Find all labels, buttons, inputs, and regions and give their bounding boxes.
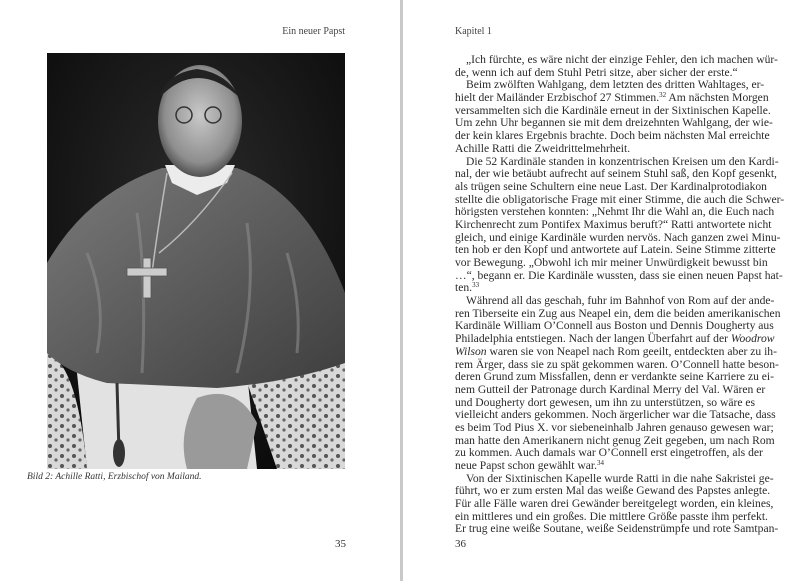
text-segment: Für alle Fälle waren drei Gewänder bereitgelegt worden, ein kleines,	[455, 497, 774, 511]
text-segment: ein mittleres und ein großes. Die mittlere Größe passte ihm perfekt.	[455, 509, 768, 523]
text-line	[455, 522, 779, 536]
text-segment: Um zehn Uhr begannen sie mit dem dreizehnten Wahlgang, der wie-	[455, 116, 773, 130]
text-segment: rem Ärger, dass sie zu spät gekommen waren. O’Connell hatte beson-	[455, 357, 779, 371]
text-segment: Philadelphia entstiegen. Nach der langen Überfahrt auf der	[455, 332, 731, 346]
text-segment: es beim Tod Pius X. vor siebeneinhalb Jahren genauso gewesen war;	[455, 420, 774, 434]
text-segment: und Dougherty dort gewesen, um ihn zu unterstützen, so wäre es	[455, 395, 756, 409]
text-segment: Während all das geschah, fuhr im Bahnhof von Rom auf der ande-	[466, 294, 775, 308]
running-head-right: Kapitel 1	[455, 26, 492, 37]
text-segment: hörigsten verstehen konnten: „Nehmt Ihr die Wahl an, die Euch nach	[455, 205, 775, 219]
text-segment: als trügen seine Schultern eine neue Last. Der Kardinalprotodiakon	[455, 179, 767, 193]
text-segment: Er trug eine weiße Soutane, weiße Seidenstrümpfe und rote Samtpan-	[455, 522, 779, 536]
text-segment: …“, begann er. Die Kardinäle wussten, dass sie einen neuen Papst hat-	[455, 268, 783, 282]
text-segment: stellte die obligatorische Frage mit einer Stimme, die auch die Schwer-	[455, 192, 785, 206]
text-segment: man hatte den Amerikanern nicht genug Zeit gegeben, um nach Rom	[455, 433, 775, 447]
text-segment: Kardinäle William O’Connell aus Boston und Dennis Dougherty aus	[455, 319, 774, 333]
footnote-ref: 34	[597, 459, 604, 467]
text-segment: waren sie von Neapel nach Rom geeilt, entdeckten aber zu ih-	[486, 344, 777, 358]
text-segment: nem Gutteil der Patronage durch Kardinal Merry del Val. Wären er	[455, 382, 766, 396]
text-segment: Kirchenrecht zum Pontifex Maximus beruft?“ Ratti antwortete nicht	[455, 217, 772, 231]
text-segment: zu kommen. Auch damals war O’Connell erst eingetroffen, als der	[455, 446, 763, 460]
text-segment: ren Tiberseite ein Zug aus Neapel ein, dem die beiden amerikanischen	[455, 306, 781, 320]
text-segment: vielleicht anders gekommen. Noch ärgerlicher war die Tatsache, dass	[455, 408, 776, 422]
page-number-left: 35	[335, 538, 346, 550]
italic-text: Woodrow	[730, 332, 775, 346]
text-segment: vor Bewegung. „Obwohl ich mir meiner Unwürdigkeit bewusst bin	[455, 256, 768, 269]
text-segment: gleich, und einige Kardinäle wurden nervös. Nach ganzen zwei Minu-	[455, 230, 781, 244]
italic-text: Wilson	[455, 344, 487, 358]
text-segment: deren Grund zum Missfallen, denn er verdankte seine Karriere zu ei-	[455, 370, 775, 384]
text-segment: ten hob er den Kopf und antwortete auf Latein. Seine Stimme zitterte	[455, 243, 776, 257]
text-segment: nal, der wie betäubt aufrecht auf seinem Stuhl saß, den Kopf gesenkt,	[455, 167, 777, 181]
text-segment: Am nächsten Morgen	[666, 91, 769, 105]
page-number-right: 36	[455, 538, 466, 550]
body-text	[455, 53, 785, 536]
footnote-ref: 33	[472, 281, 480, 290]
footnote-ref: 32	[659, 91, 667, 100]
text-line	[455, 268, 783, 283]
text-segment: Die 52 Kardinäle standen in konzentrischen Kreisen um den Kardi-	[466, 154, 779, 168]
portrait-photo	[47, 53, 345, 469]
text-segment: „Ich fürchte, es wäre nicht der einzige Fehler, den ich machen wür-	[466, 53, 778, 66]
text-segment: hielt der Mailänder Erzbischof 27 Stimmen.	[455, 91, 660, 105]
right-page	[403, 0, 800, 581]
figure-caption: Bild 2: Achille Ratti, Erzbischof von Mailand.	[27, 472, 202, 482]
running-head-left: Ein neuer Papst	[282, 26, 345, 37]
text-segment: Beim zwölften Wahlgang, dem letzten des dritten Wahltages, er-	[466, 78, 765, 92]
text-segment: de, wenn ich auf dem Stuhl Petri sitze, aber sicher der erste.“	[455, 65, 738, 79]
text-segment: versammelten sich die Kardinäle erneut in der Sixtinischen Kapelle.	[455, 103, 771, 117]
text-segment: führt, wo er zum ersten Mal das weiße Gewand des Papstes anlegte.	[455, 484, 771, 498]
text-segment: der kein klares Ergebnis brachte. Doch beim nächsten Mal erreichte	[455, 129, 770, 143]
text-segment: neue Papst schon gewählt war.	[455, 459, 597, 472]
text-segment: Achille Ratti die Zweidrittelmehrheit.	[455, 141, 631, 155]
text-segment: Von der Sixtinischen Kapelle wurde Ratti in die nahe Sakristei ge-	[466, 471, 774, 485]
portrait-image	[47, 53, 345, 469]
text-segment: ten.	[455, 281, 473, 295]
